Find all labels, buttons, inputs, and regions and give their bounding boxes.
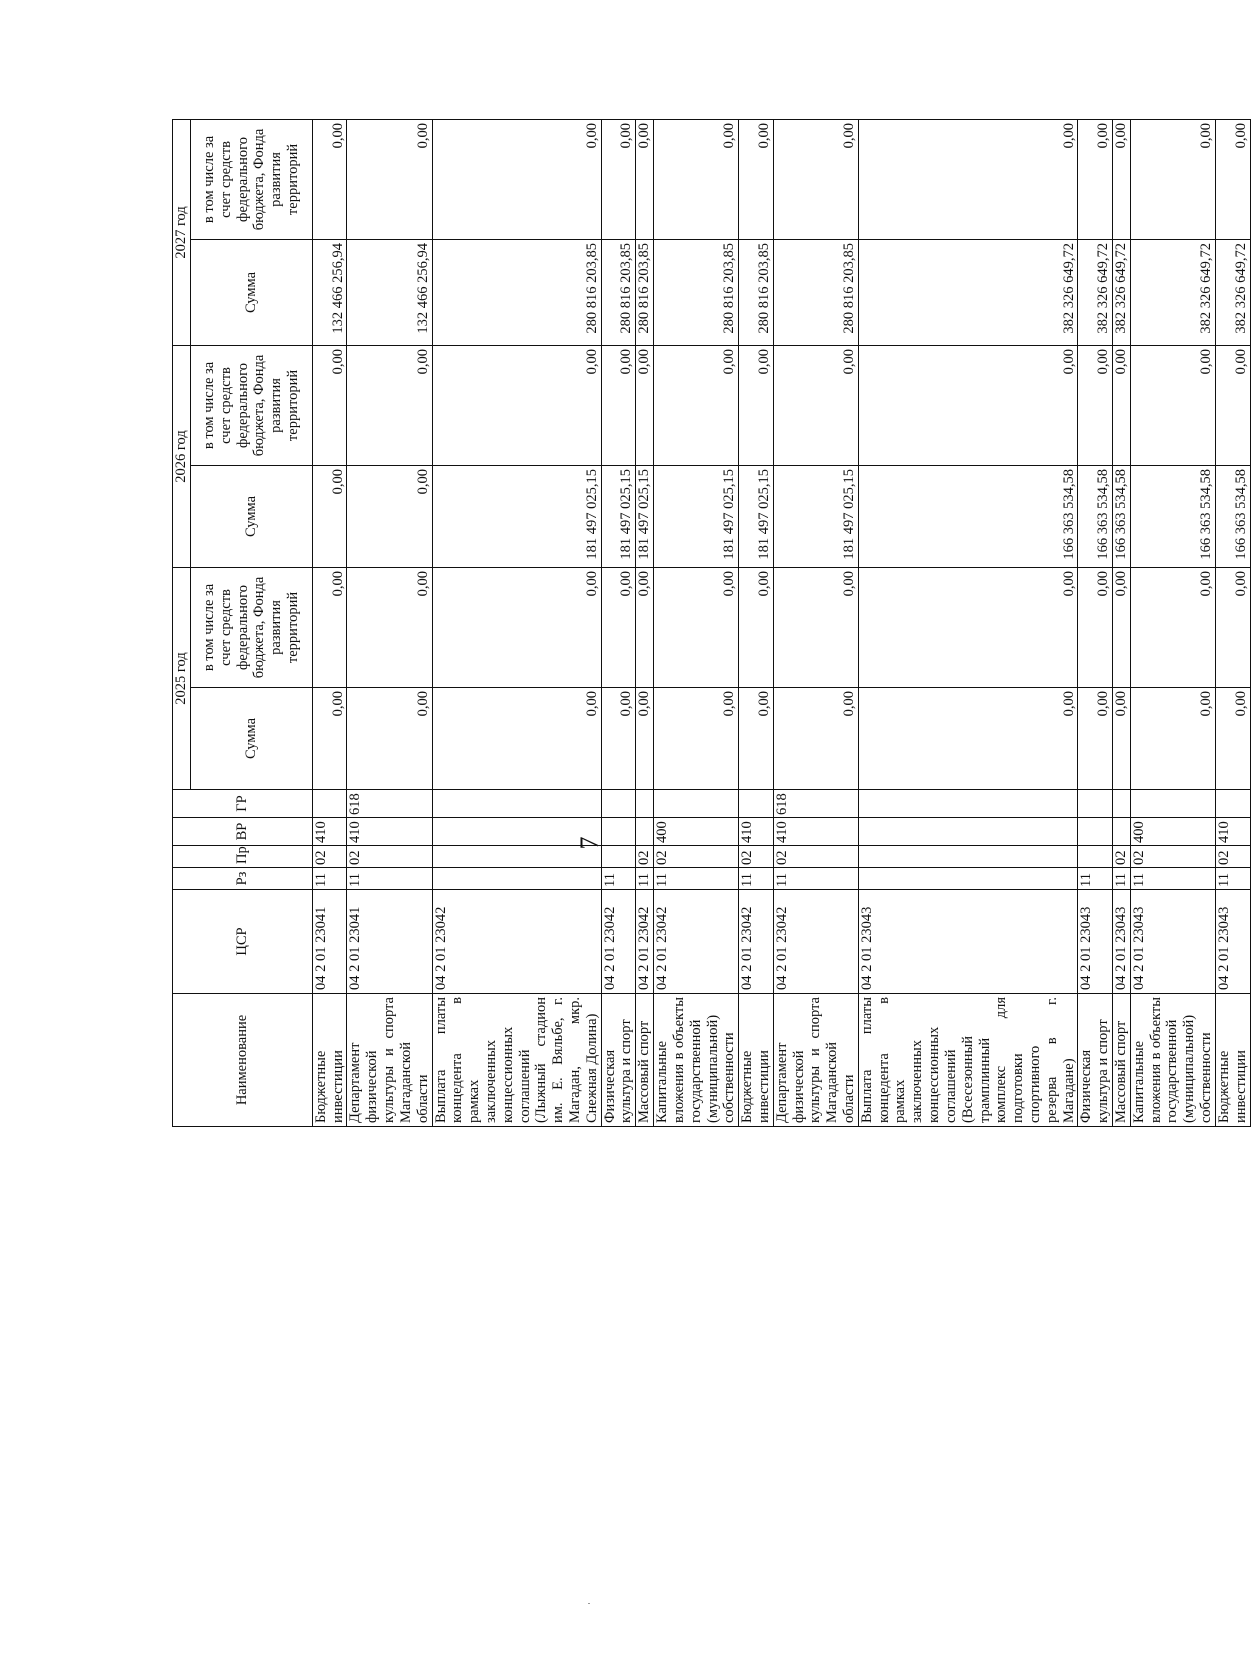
row-gr [1215, 790, 1250, 818]
row-name: Бюджетные инвестиции [1215, 994, 1250, 1127]
row-sum-2025: 0,00 [858, 688, 1078, 790]
row-fed-2025: 0,00 [1130, 567, 1215, 687]
row-sum-2025: 0,00 [1078, 688, 1113, 790]
row-sum-2026: 181 497 025,15 [432, 465, 601, 567]
row-name: Массовый спорт [636, 994, 654, 1127]
row-sum-2027: 280 816 203,85 [432, 239, 601, 345]
row-fed-2025: 0,00 [773, 567, 858, 687]
row-sum-2026: 0,00 [347, 465, 432, 567]
page-number: 7 [575, 836, 604, 850]
table-row [1113, 119, 1131, 1126]
row-csr: 04 2 01 23043 [1078, 890, 1113, 994]
row-pr: 02 [773, 846, 858, 868]
row-name: Массовый спорт [1113, 994, 1131, 1127]
row-sum-2026: 166 363 534,58 [1078, 465, 1113, 567]
row-name: Физическая культура и спорт [1078, 994, 1113, 1127]
row-vr: 410 [1215, 818, 1250, 846]
row-pr [601, 846, 636, 868]
row-pr [432, 846, 601, 868]
row-fed-2026: 0,00 [739, 345, 774, 465]
row-vr: 410 [312, 818, 347, 846]
row-name: Выплата платы концедента в рамках заключенных концессионных соглашений (Всесезонный трамплинный комплекс для подготовки спортивного резерва в г. Магадане) [858, 994, 1078, 1127]
row-fed-2027: 0,00 [1215, 119, 1250, 239]
row-fed-2026: 0,00 [858, 345, 1078, 465]
row-sum-2027: 382 326 649,72 [1113, 239, 1131, 345]
header-year-2026: 2026 год [173, 345, 191, 567]
row-pr: 02 [1130, 846, 1215, 868]
row-name: Капитальные вложения в объекты государственной (муниципальной) собственности [1130, 994, 1215, 1127]
row-pr: 02 [636, 846, 654, 868]
row-sum-2027: 382 326 649,72 [1078, 239, 1113, 345]
row-sum-2025: 0,00 [1130, 688, 1215, 790]
scan-mark [588, 1603, 590, 1604]
row-pr [1078, 846, 1113, 868]
row-gr [1078, 790, 1113, 818]
rotated-page [172, 117, 1249, 1127]
header-year-2025: 2025 год [173, 567, 191, 789]
row-vr: 410 [739, 818, 774, 846]
row-csr: 04 2 01 23042 [739, 890, 774, 994]
row-sum-2027: 382 326 649,72 [1215, 239, 1250, 345]
row-fed-2026: 0,00 [1113, 345, 1131, 465]
row-fed-2026: 0,00 [773, 345, 858, 465]
row-fed-2026: 0,00 [432, 345, 601, 465]
row-gr [1130, 790, 1215, 818]
table-row [1130, 119, 1215, 1126]
header-row-years [173, 119, 191, 1126]
row-fed-2027: 0,00 [1078, 119, 1113, 239]
header-vr: ВР [173, 818, 313, 846]
table-row [739, 119, 774, 1126]
row-rz: 11 [636, 868, 654, 890]
row-rz [432, 868, 601, 890]
row-fed-2027: 0,00 [1130, 119, 1215, 239]
row-fed-2025: 0,00 [1215, 567, 1250, 687]
row-pr: 02 [739, 846, 774, 868]
row-rz: 11 [1215, 868, 1250, 890]
table-row [654, 119, 739, 1126]
row-csr: 04 2 01 23042 [432, 890, 601, 994]
row-pr: 02 [312, 846, 347, 868]
row-fed-2025: 0,00 [312, 567, 347, 687]
row-fed-2027: 0,00 [1113, 119, 1131, 239]
table-row [636, 119, 654, 1126]
header-pr: Пр [173, 846, 313, 868]
row-fed-2026: 0,00 [1215, 345, 1250, 465]
row-gr: 618 [347, 790, 432, 818]
row-rz: 11 [347, 868, 432, 890]
header-sum: Сумма [190, 239, 312, 345]
row-csr: 04 2 01 23042 [654, 890, 739, 994]
row-fed-2025: 0,00 [347, 567, 432, 687]
row-name: Бюджетные инвестиции [739, 994, 774, 1127]
row-sum-2025: 0,00 [312, 688, 347, 790]
row-sum-2026: 181 497 025,15 [654, 465, 739, 567]
row-vr: 410 [773, 818, 858, 846]
row-fed-2026: 0,00 [312, 345, 347, 465]
row-csr: 04 2 01 23042 [636, 890, 654, 994]
row-vr [636, 818, 654, 846]
row-fed-2026: 0,00 [654, 345, 739, 465]
header-rz: Рз [173, 868, 313, 890]
row-sum-2027: 280 816 203,85 [654, 239, 739, 345]
row-vr [1113, 818, 1131, 846]
row-csr: 04 2 01 23043 [1130, 890, 1215, 994]
row-fed-2027: 0,00 [739, 119, 774, 239]
row-name: Бюджетные инвестиции [312, 994, 347, 1127]
row-pr: 02 [347, 846, 432, 868]
row-pr: 02 [1113, 846, 1131, 868]
row-name: Департамент физической культуры и спорта Магаданской области [773, 994, 858, 1127]
header-name: Наименование [173, 994, 313, 1127]
row-sum-2026: 166 363 534,58 [1130, 465, 1215, 567]
row-name: Капитальные вложения в объекты государственной (муниципальной) собственности [654, 994, 739, 1127]
row-sum-2027: 280 816 203,85 [739, 239, 774, 345]
row-sum-2025: 0,00 [773, 688, 858, 790]
row-pr: 02 [654, 846, 739, 868]
row-sum-2027: 280 816 203,85 [601, 239, 636, 345]
row-fed-2027: 0,00 [312, 119, 347, 239]
row-csr: 04 2 01 23042 [601, 890, 636, 994]
row-sum-2027: 132 466 256,94 [347, 239, 432, 345]
row-sum-2025: 0,00 [1215, 688, 1250, 790]
row-fed-2026: 0,00 [601, 345, 636, 465]
row-fed-2027: 0,00 [601, 119, 636, 239]
row-fed-2026: 0,00 [636, 345, 654, 465]
row-fed-2025: 0,00 [636, 567, 654, 687]
row-fed-2027: 0,00 [432, 119, 601, 239]
header-csr: ЦСР [173, 890, 313, 994]
row-sum-2025: 0,00 [432, 688, 601, 790]
table-row [347, 119, 432, 1126]
row-sum-2025: 0,00 [636, 688, 654, 790]
table-row [312, 119, 347, 1126]
row-sum-2025: 0,00 [1113, 688, 1131, 790]
table-row [601, 119, 636, 1126]
row-vr [432, 818, 601, 846]
header-sum: Сумма [190, 465, 312, 567]
row-pr: 02 [1215, 846, 1250, 868]
row-sum-2027: 382 326 649,72 [858, 239, 1078, 345]
row-name: Физическая культура и спорт [601, 994, 636, 1127]
row-gr: 618 [773, 790, 858, 818]
row-name: Выплата платы концедента в рамках заключенных концессионных соглашений (Лыжный стадион им. Е. Вяльбе, г. Магадан, мкр. Снежная Долина) [432, 994, 601, 1127]
row-gr [654, 790, 739, 818]
row-rz: 11 [1130, 868, 1215, 890]
row-sum-2026: 181 497 025,15 [773, 465, 858, 567]
row-sum-2026: 166 363 534,58 [858, 465, 1078, 567]
header-year-2027: 2027 год [173, 119, 191, 345]
row-rz: 11 [739, 868, 774, 890]
table-body [312, 119, 1250, 1126]
row-fed-2025: 0,00 [601, 567, 636, 687]
row-rz: 11 [601, 868, 636, 890]
row-gr [636, 790, 654, 818]
row-sum-2025: 0,00 [739, 688, 774, 790]
row-gr [1113, 790, 1131, 818]
table-row [858, 119, 1078, 1126]
row-rz: 11 [654, 868, 739, 890]
row-name: Департамент физической культуры и спорта Магаданской области [347, 994, 432, 1127]
row-fed-2025: 0,00 [739, 567, 774, 687]
row-csr: 04 2 01 23042 [773, 890, 858, 994]
row-fed-2027: 0,00 [636, 119, 654, 239]
row-sum-2027: 382 326 649,72 [1130, 239, 1215, 345]
row-sum-2026: 181 497 025,15 [601, 465, 636, 567]
row-csr: 04 2 01 23043 [858, 890, 1078, 994]
table-row [432, 119, 601, 1126]
row-vr [601, 818, 636, 846]
row-sum-2027: 280 816 203,85 [773, 239, 858, 345]
row-sum-2026: 166 363 534,58 [1113, 465, 1131, 567]
row-rz: 11 [1113, 868, 1131, 890]
row-sum-2025: 0,00 [347, 688, 432, 790]
row-fed-2025: 0,00 [1113, 567, 1131, 687]
row-gr [312, 790, 347, 818]
budget-table [172, 119, 1251, 1127]
row-vr: 410 [347, 818, 432, 846]
row-gr [858, 790, 1078, 818]
row-gr [739, 790, 774, 818]
row-fed-2027: 0,00 [347, 119, 432, 239]
row-csr: 04 2 01 23043 [1215, 890, 1250, 994]
row-gr [432, 790, 601, 818]
row-csr: 04 2 01 23041 [347, 890, 432, 994]
header-fed: в том числе за счет средств федерального бюджета, Фонда развития территорий [190, 345, 312, 465]
header-fed: в том числе за счет средств федерального бюджета, Фонда развития территорий [190, 567, 312, 687]
row-pr [858, 846, 1078, 868]
row-sum-2027: 280 816 203,85 [636, 239, 654, 345]
row-fed-2027: 0,00 [858, 119, 1078, 239]
row-sum-2025: 0,00 [601, 688, 636, 790]
row-fed-2025: 0,00 [1078, 567, 1113, 687]
row-sum-2025: 0,00 [654, 688, 739, 790]
row-rz: 11 [312, 868, 347, 890]
row-gr [601, 790, 636, 818]
row-fed-2025: 0,00 [858, 567, 1078, 687]
row-vr [1078, 818, 1113, 846]
row-sum-2026: 0,00 [312, 465, 347, 567]
row-vr: 400 [654, 818, 739, 846]
row-rz: 11 [1078, 868, 1113, 890]
row-fed-2027: 0,00 [773, 119, 858, 239]
table-row [1078, 119, 1113, 1126]
header-fed: в том числе за счет средств федерального бюджета, Фонда развития территорий [190, 119, 312, 239]
row-fed-2027: 0,00 [654, 119, 739, 239]
row-vr [858, 818, 1078, 846]
row-sum-2026: 166 363 534,58 [1215, 465, 1250, 567]
header-sum: Сумма [190, 688, 312, 790]
row-sum-2026: 181 497 025,15 [636, 465, 654, 567]
row-fed-2026: 0,00 [1078, 345, 1113, 465]
table-row [1215, 119, 1250, 1126]
header-gr: ГР [173, 790, 313, 818]
row-sum-2026: 181 497 025,15 [739, 465, 774, 567]
row-csr: 04 2 01 23043 [1113, 890, 1131, 994]
row-rz [858, 868, 1078, 890]
row-fed-2025: 0,00 [432, 567, 601, 687]
row-vr: 400 [1130, 818, 1215, 846]
table-row [773, 119, 858, 1126]
row-csr: 04 2 01 23041 [312, 890, 347, 994]
row-rz: 11 [773, 868, 858, 890]
row-fed-2026: 0,00 [1130, 345, 1215, 465]
row-fed-2026: 0,00 [347, 345, 432, 465]
row-sum-2027: 132 466 256,94 [312, 239, 347, 345]
row-fed-2025: 0,00 [654, 567, 739, 687]
